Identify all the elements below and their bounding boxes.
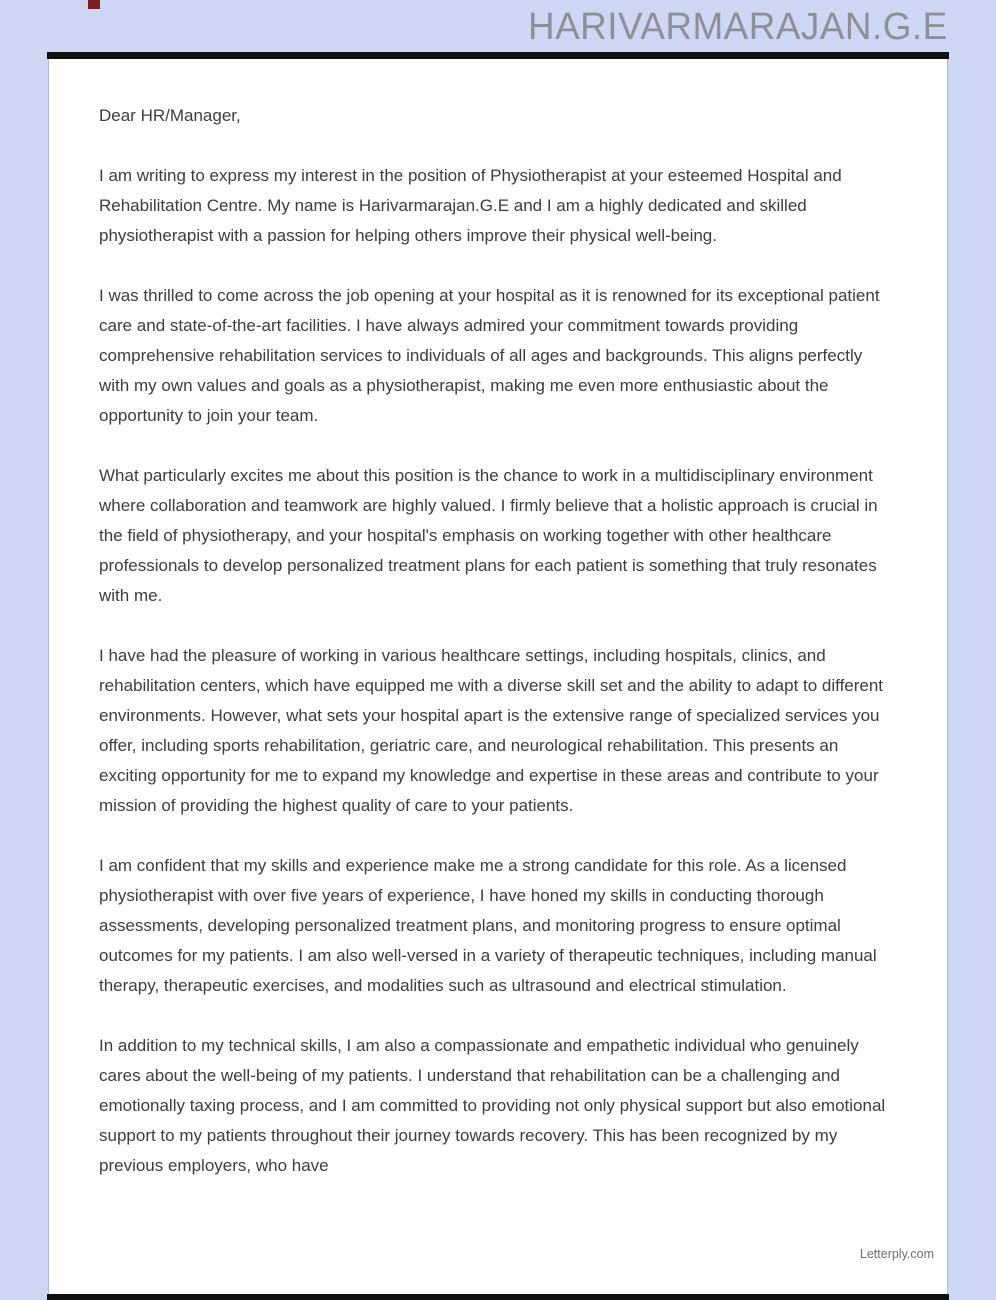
letter-paragraph: I have had the pleasure of working in various healthcare settings, including hospitals, clinics, and rehabilitation centers, which have equipped me with a diverse skill set and the ability to adapt to different environments. However, what sets your hospital apart is the extensive range of specialized services you offer, including sports rehabilitation, geriatric care, and neurological rehabilitation. This presents an exciting opportunity for me to expand my knowledge and expertise in these areas and contribute to your mission of providing the highest quality of care to your patients. [99, 646, 884, 815]
applicant-name-heading: HARIVARMARAJAN.G.E [528, 6, 948, 48]
letter-paragraph: I am confident that my skills and experience make me a strong candidate for this role. As a licensed physiotherapist with over five years of experience, I have honed my skills in conducting thorough assessments, developing personalized treatment plans, and monitoring progress to ensure optimal outcomes for my patients. I am also well-versed in a variety of therapeutic techniques, including manual therapy, therapeutic exercises, and modalities such as ultrasound and electrical stimulation. [99, 856, 877, 995]
top-divider-rule [47, 52, 949, 59]
letter-paragraph: I was thrilled to come across the job opening at your hospital as it is renowned for its exceptional patient care and state-of-the-art facilities. I have always admired your commitment towards providing comprehensive rehabilitation services to individuals of all ages and backgrounds. This aligns perfectly with my own values and goals as a physiotherapist, making me even more enthusiastic about the opportunity to join your team. [99, 286, 880, 425]
watermark-link[interactable]: Letterply.com [859, 1247, 934, 1261]
letter-paragraph: I am writing to express my interest in the position of Physiotherapist at your esteemed Hospital and Rehabilitation Centre. My name is Harivarmarajan.G.E and I am a highly dedicated and skilled physiotherapist with a passion for helping others improve their physical well-being. [99, 166, 842, 245]
letter-page [48, 59, 948, 1294]
letter-header [48, 4, 948, 50]
letter-paragraph: What particularly excites me about this position is the chance to work in a multidisciplinary environment where collaboration and teamwork are highly valued. I firmly believe that a holistic approach is crucial in the field of physiotherapy, and your hospital's emphasis on working together with other healthcare professionals to develop personalized treatment plans for each patient is something that truly resonates with me. [99, 466, 878, 605]
bottom-divider-rule [47, 1294, 949, 1300]
salutation: Dear HR/Manager, [99, 106, 241, 125]
letter-body [49, 59, 947, 1181]
letter-paragraph: In addition to my technical skills, I am also a compassionate and empathetic individual who genuinely cares about the well-being of my patients. I understand that rehabilitation can be a challenging and emotionally taxing process, and I am committed to providing not only physical support but also emotional support to my patients throughout their journey towards recovery. This has been recognized by my previous employers, who have [99, 1036, 886, 1175]
